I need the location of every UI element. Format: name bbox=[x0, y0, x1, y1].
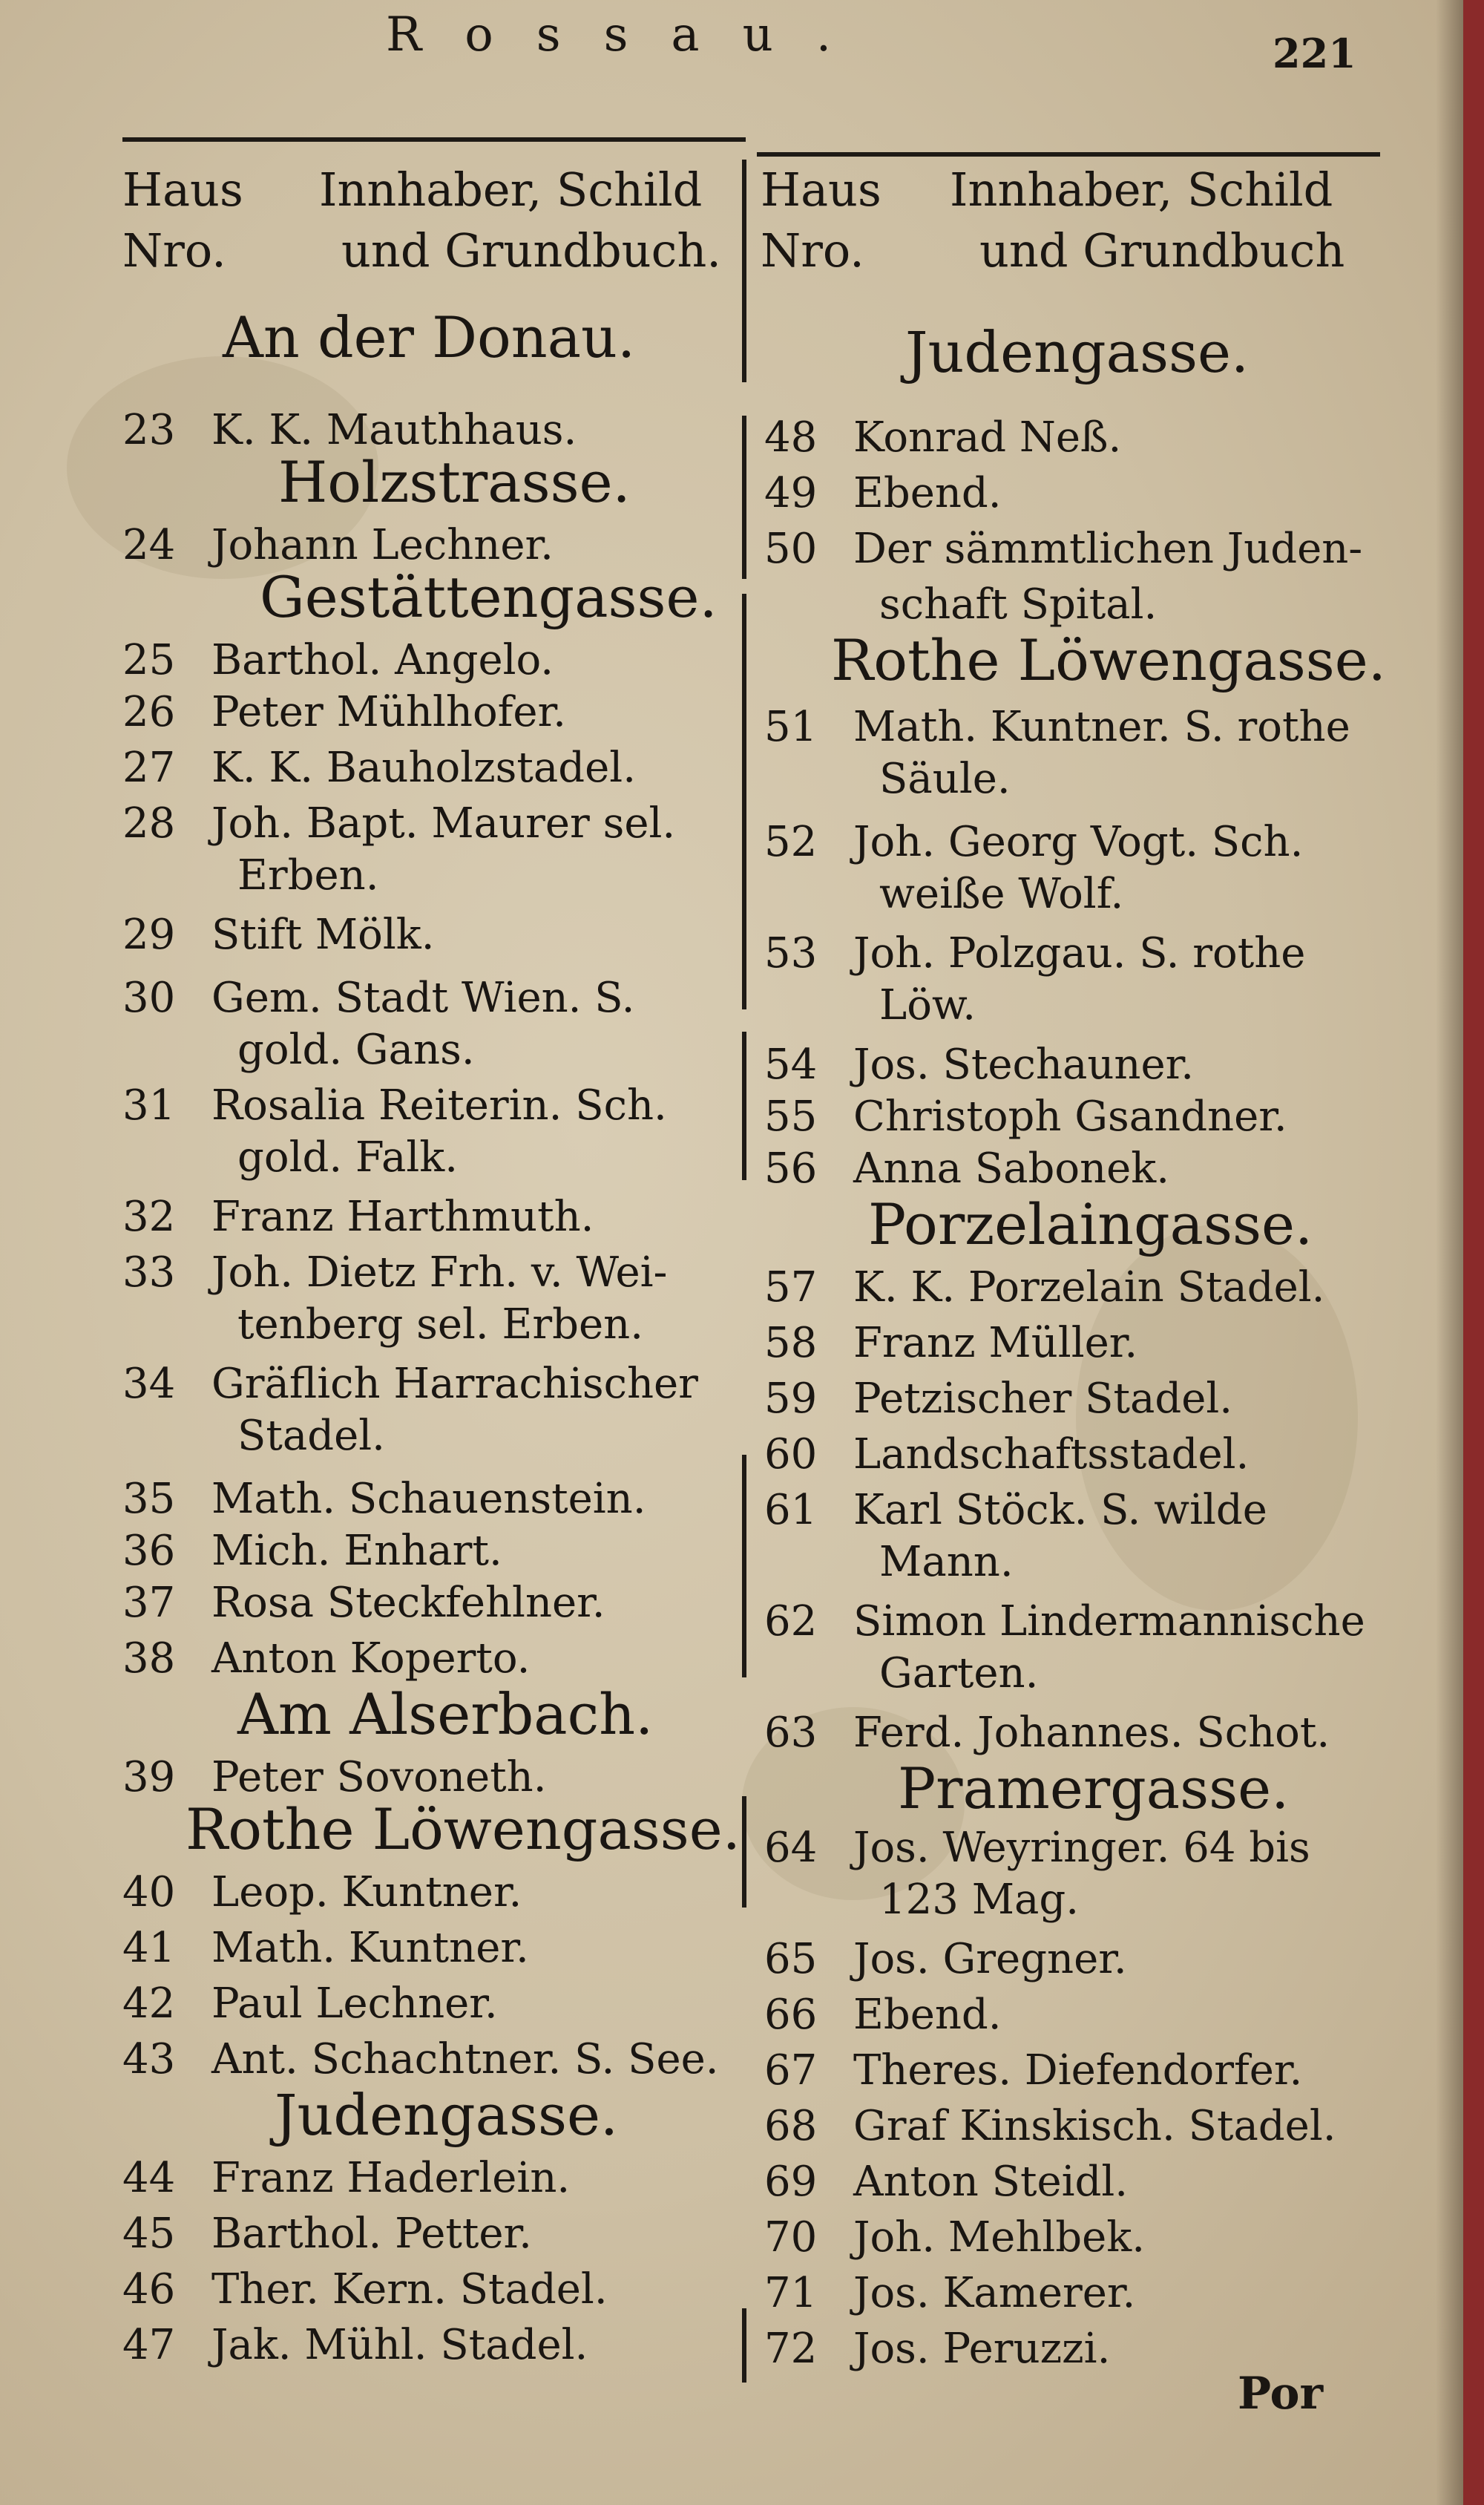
owner-name: Jos. Gregner. bbox=[853, 1935, 1127, 1983]
owner-name: Peter Sovoneth. bbox=[211, 1753, 547, 1801]
house-number: 25 bbox=[122, 636, 176, 684]
list-item-continuation: gold. Falk. bbox=[237, 1133, 459, 1182]
house-number: 30 bbox=[122, 974, 176, 1022]
owner-name: Petzischer Stadel. bbox=[853, 1375, 1233, 1423]
house-number: 61 bbox=[764, 1486, 818, 1534]
list-item bbox=[122, 909, 435, 961]
house-number: 41 bbox=[122, 1924, 176, 1972]
house-number: 31 bbox=[122, 1081, 176, 1130]
list-item bbox=[122, 2152, 570, 2204]
list-item bbox=[122, 798, 675, 850]
list-item bbox=[122, 1577, 605, 1629]
header-nro-label: Nro. bbox=[122, 223, 226, 278]
list-item bbox=[122, 742, 636, 794]
owner-name: Peter Mühlhofer. bbox=[211, 688, 566, 736]
house-number: 54 bbox=[764, 1041, 818, 1089]
house-number: 58 bbox=[764, 1319, 818, 1367]
list-item bbox=[122, 2034, 719, 2086]
house-number: 48 bbox=[764, 413, 818, 462]
right-column-header-owner bbox=[950, 160, 1345, 281]
list-item bbox=[764, 1933, 1127, 1985]
house-number: 34 bbox=[122, 1360, 176, 1408]
owner-name: Joh. Georg Vogt. Sch. bbox=[853, 818, 1304, 866]
list-item bbox=[122, 1080, 667, 1132]
owner-name: Anton Koperto. bbox=[211, 1634, 531, 1683]
house-number: 53 bbox=[764, 929, 818, 978]
owner-name: Ther. Kern. Stadel. bbox=[211, 2265, 608, 2314]
list-item bbox=[122, 1247, 667, 1299]
street-title-pramergasse: Pramergasse. bbox=[898, 1755, 1290, 1821]
house-number: 71 bbox=[764, 2269, 818, 2317]
list-item bbox=[764, 2267, 1135, 2319]
list-item bbox=[122, 972, 634, 1024]
street-title-am-alserbach: Am Alserbach. bbox=[237, 1681, 654, 1747]
list-item-continuation: gold. Gans. bbox=[237, 1026, 475, 1074]
house-number: 45 bbox=[122, 2210, 176, 2258]
owner-name: Jak. Mühl. Stadel. bbox=[211, 2321, 588, 2369]
owner-name: Konrad Neß. bbox=[853, 413, 1122, 462]
column-divider bbox=[742, 160, 746, 382]
list-item-continuation: Säule. bbox=[879, 755, 1011, 803]
list-item bbox=[122, 2264, 608, 2316]
catchword: Por bbox=[1238, 2368, 1324, 2420]
house-number: 39 bbox=[122, 1753, 176, 1801]
left-column-header-owner bbox=[319, 160, 721, 281]
street-title-judengasse: Judengasse. bbox=[275, 2082, 619, 2148]
owner-name: Joh. Dietz Frh. v. Wei- bbox=[211, 1248, 668, 1297]
house-number: 26 bbox=[122, 688, 176, 736]
house-number: 70 bbox=[764, 2213, 818, 2262]
list-item bbox=[764, 2323, 1110, 2375]
list-item bbox=[764, 468, 1002, 520]
house-number: 68 bbox=[764, 2102, 818, 2150]
house-number: 67 bbox=[764, 2046, 818, 2095]
house-number: 50 bbox=[764, 525, 818, 573]
column-divider bbox=[742, 1455, 746, 1677]
list-item bbox=[764, 1317, 1137, 1369]
header-haus-label: Haus bbox=[122, 163, 243, 217]
owner-name: Franz Müller. bbox=[853, 1319, 1138, 1367]
header-rule-right bbox=[757, 152, 1380, 157]
list-item bbox=[764, 1091, 1287, 1143]
owner-name: Joh. Polzgau. S. rothe bbox=[853, 929, 1306, 978]
street-title-rothe-loewengasse: Rothe Löwengasse. bbox=[831, 627, 1386, 693]
column-divider bbox=[742, 1796, 746, 1908]
list-item-continuation: Erben. bbox=[237, 851, 379, 900]
owner-name: Jos. Kamerer. bbox=[853, 2269, 1136, 2317]
owner-name: Ebend. bbox=[853, 469, 1002, 517]
house-number: 37 bbox=[122, 1579, 176, 1627]
house-number: 52 bbox=[764, 818, 818, 866]
list-item bbox=[122, 1633, 530, 1685]
header-owner-label: Innhaber, Schild bbox=[319, 163, 703, 217]
owner-name: Barthol. Angelo. bbox=[211, 636, 554, 684]
column-divider bbox=[742, 1032, 746, 1180]
list-item bbox=[764, 1039, 1194, 1091]
owner-name: Mich. Enhart. bbox=[211, 1527, 502, 1575]
owner-name: Anna Sabonek. bbox=[853, 1145, 1170, 1193]
owner-name: Anton Steidl. bbox=[853, 2158, 1129, 2206]
owner-name: Jos. Stechauner. bbox=[853, 1041, 1195, 1089]
list-item bbox=[122, 2319, 588, 2371]
header-grundbuch-label: und Grundbuch. bbox=[341, 223, 721, 278]
street-title-rothe-loewengasse: Rothe Löwengasse. bbox=[186, 1796, 741, 1862]
owner-name: Franz Harthmuth. bbox=[211, 1193, 594, 1241]
house-number: 55 bbox=[764, 1093, 818, 1141]
owner-name: Gräflich Harrachischer bbox=[211, 1360, 698, 1408]
house-number: 29 bbox=[122, 911, 176, 959]
street-title-porzelaingasse: Porzelaingasse. bbox=[868, 1191, 1313, 1257]
owner-name: Stift Mölk. bbox=[211, 911, 435, 959]
left-column-header-nr bbox=[122, 160, 243, 281]
street-title-judengasse: Judengasse. bbox=[905, 319, 1250, 385]
book-fore-edge bbox=[1463, 0, 1484, 2505]
owner-name: Barthol. Petter. bbox=[211, 2210, 532, 2258]
list-item bbox=[764, 1373, 1232, 1425]
owner-name: Franz Haderlein. bbox=[211, 2154, 571, 2202]
list-item bbox=[122, 1473, 646, 1525]
page-edge-shadow bbox=[1436, 0, 1463, 2505]
owner-name: Der sämmtlichen Juden- bbox=[853, 525, 1363, 573]
house-number: 66 bbox=[764, 1991, 818, 2039]
owner-name: Ferd. Johannes. Schot. bbox=[853, 1709, 1330, 1757]
list-item-continuation: weiße Wolf. bbox=[879, 870, 1124, 918]
header-nro-label: Nro. bbox=[761, 223, 864, 278]
list-item bbox=[764, 1989, 1002, 2041]
owner-name: Ant. Schachtner. S. See. bbox=[211, 2035, 719, 2083]
list-item bbox=[764, 1822, 1310, 1874]
owner-name: K. K. Porzelain Stadel. bbox=[853, 1263, 1325, 1312]
owner-name: Paul Lechner. bbox=[211, 1980, 498, 2028]
list-item bbox=[122, 1191, 594, 1243]
owner-name: Ebend. bbox=[853, 1991, 1002, 2039]
owner-name: Math. Kuntner. S. rothe bbox=[853, 703, 1350, 751]
list-item bbox=[764, 1429, 1249, 1481]
house-number: 44 bbox=[122, 2154, 176, 2202]
list-item bbox=[764, 2100, 1336, 2152]
list-item bbox=[764, 1707, 1330, 1759]
owner-name: Jos. Weyringer. 64 bis bbox=[853, 1824, 1310, 1872]
owner-name: Simon Lindermannische bbox=[853, 1597, 1365, 1646]
street-title-gestaettengasse: Gestättengasse. bbox=[260, 564, 718, 630]
column-divider bbox=[742, 2308, 746, 2383]
house-number: 59 bbox=[764, 1375, 818, 1423]
house-number: 27 bbox=[122, 744, 176, 792]
owner-name: Rosa Steckfehlner. bbox=[211, 1579, 605, 1627]
owner-name: Rosalia Reiterin. Sch. bbox=[211, 1081, 667, 1130]
list-item bbox=[764, 523, 1362, 575]
house-number: 46 bbox=[122, 2265, 176, 2314]
house-number: 57 bbox=[764, 1263, 818, 1312]
list-item bbox=[764, 2212, 1145, 2264]
list-item bbox=[122, 1922, 529, 1974]
owner-name: Theres. Diefendorfer. bbox=[853, 2046, 1303, 2095]
list-item-continuation: Garten. bbox=[879, 1649, 1039, 1697]
owner-name: Math. Kuntner. bbox=[211, 1924, 529, 1972]
owner-name: Joh. Mehlbek. bbox=[853, 2213, 1146, 2262]
owner-name: K. K. Mauthhaus. bbox=[211, 406, 577, 454]
house-number: 62 bbox=[764, 1597, 818, 1646]
list-item bbox=[764, 816, 1303, 868]
right-column-header-nr bbox=[761, 160, 881, 281]
list-item-continuation: Löw. bbox=[879, 981, 976, 1029]
house-number: 28 bbox=[122, 799, 176, 848]
house-number: 60 bbox=[764, 1430, 818, 1479]
owner-name: Landschaftsstadel. bbox=[853, 1430, 1250, 1479]
list-item bbox=[122, 2208, 532, 2260]
owner-name: Joh. Bapt. Maurer sel. bbox=[211, 799, 676, 848]
street-title-an-der-donau: An der Donau. bbox=[223, 304, 636, 370]
list-item bbox=[764, 1596, 1365, 1648]
list-item-continuation: Stadel. bbox=[237, 1412, 385, 1460]
house-number: 33 bbox=[122, 1248, 176, 1297]
house-number: 69 bbox=[764, 2158, 818, 2206]
house-number: 47 bbox=[122, 2321, 176, 2369]
list-item-continuation: Mann. bbox=[879, 1538, 1014, 1586]
list-item bbox=[122, 1978, 498, 2030]
list-item bbox=[122, 1525, 502, 1577]
owner-name: Johann Lechner. bbox=[211, 521, 554, 569]
owner-name: K. K. Bauholzstadel. bbox=[211, 744, 637, 792]
owner-name: Gem. Stadt Wien. S. bbox=[211, 974, 635, 1022]
list-item-continuation: schaft Spital. bbox=[879, 580, 1158, 629]
owner-name: Christoph Gsandner. bbox=[853, 1093, 1287, 1141]
page-number: 221 bbox=[1273, 30, 1356, 77]
house-number: 65 bbox=[764, 1935, 818, 1983]
owner-name: Math. Schauenstein. bbox=[211, 1475, 646, 1523]
house-number: 49 bbox=[764, 469, 818, 517]
list-item-continuation: 123 Mag. bbox=[879, 1876, 1080, 1924]
house-number: 38 bbox=[122, 1634, 176, 1683]
street-title-holzstrasse: Holzstrasse. bbox=[278, 449, 631, 515]
header-rule-left bbox=[122, 137, 746, 142]
list-item bbox=[122, 635, 554, 687]
list-item bbox=[122, 687, 566, 739]
running-title: Rossau. bbox=[386, 7, 875, 62]
house-number: 32 bbox=[122, 1193, 176, 1241]
house-number: 36 bbox=[122, 1527, 176, 1575]
house-number: 35 bbox=[122, 1475, 176, 1523]
house-number: 43 bbox=[122, 2035, 176, 2083]
list-item bbox=[764, 2045, 1302, 2097]
house-number: 72 bbox=[764, 2325, 818, 2373]
owner-name: Jos. Peruzzi. bbox=[853, 2325, 1111, 2373]
header-haus-label: Haus bbox=[761, 163, 881, 217]
house-number: 23 bbox=[122, 406, 176, 454]
house-number: 63 bbox=[764, 1709, 818, 1757]
list-item bbox=[764, 412, 1121, 464]
owner-name: Leop. Kuntner. bbox=[211, 1868, 522, 1916]
list-item bbox=[764, 1143, 1169, 1195]
house-number: 42 bbox=[122, 1980, 176, 2028]
list-item-continuation: tenberg sel. Erben. bbox=[237, 1300, 644, 1349]
list-item bbox=[764, 2156, 1128, 2208]
house-number: 51 bbox=[764, 703, 818, 751]
header-owner-label: Innhaber, Schild bbox=[950, 163, 1333, 217]
list-item bbox=[122, 1867, 522, 1919]
list-item bbox=[122, 1358, 698, 1410]
house-number: 24 bbox=[122, 521, 176, 569]
list-item bbox=[764, 701, 1350, 753]
house-number: 56 bbox=[764, 1145, 818, 1193]
house-number: 40 bbox=[122, 1868, 176, 1916]
header-grundbuch-label: und Grundbuch bbox=[979, 223, 1345, 278]
owner-name: Graf Kinskisch. Stadel. bbox=[853, 2102, 1336, 2150]
column-divider bbox=[742, 594, 746, 1009]
list-item bbox=[764, 1484, 1267, 1536]
column-divider bbox=[742, 416, 746, 579]
list-item bbox=[764, 1262, 1324, 1314]
list-item bbox=[764, 928, 1305, 980]
house-number: 64 bbox=[764, 1824, 818, 1872]
owner-name: Karl Stöck. S. wilde bbox=[853, 1486, 1267, 1534]
